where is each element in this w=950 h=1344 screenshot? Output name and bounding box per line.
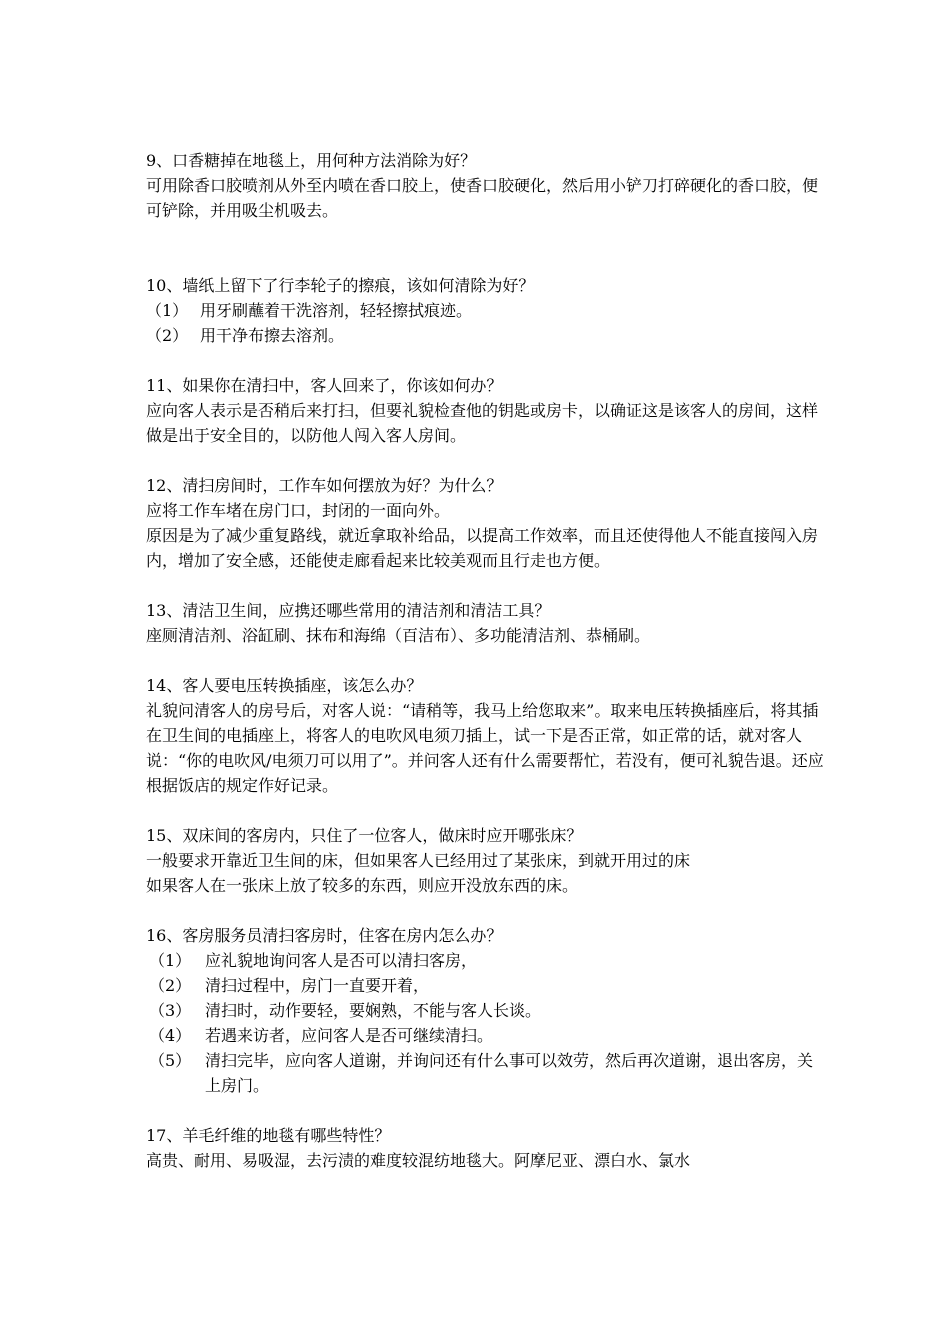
- list-item: [146, 998, 826, 1023]
- list-item: [146, 973, 826, 998]
- list-item-text: 用干净布擦去溶剂。: [200, 326, 345, 345]
- question-heading: 17、羊毛纤维的地毯有哪些特性？: [146, 1126, 391, 1145]
- qa-section-13: [146, 598, 826, 648]
- answer-paragraph: 应将工作车堵在房门口，封闭的一面向外。: [146, 501, 451, 520]
- question-heading: 10、墙纸上留下了行李轮子的擦痕，该如何清除为好？: [146, 276, 535, 295]
- list-item-number: （2）: [146, 326, 189, 345]
- question-heading: 12、清扫房间时，工作车如何摆放为好？为什么？: [146, 476, 503, 495]
- document-page: [146, 148, 826, 1198]
- question-heading: 14、客人要电压转换插座，该怎么办？: [146, 676, 423, 695]
- question-heading: 15、双床间的客房内，只住了一位客人，做床时应开哪张床？: [146, 826, 583, 845]
- list-item-number: （1）: [149, 951, 192, 970]
- answer-paragraph: 如果客人在一张床上放了较多的东西，则应开没放东西的床。: [146, 876, 579, 895]
- list-item-text: 若遇来访者，应问客人是否可继续清扫。: [205, 1026, 494, 1045]
- qa-section-9: [146, 148, 826, 223]
- list-item: [146, 1048, 826, 1098]
- list-item-number: （4）: [149, 1026, 192, 1045]
- list-item: [146, 948, 826, 973]
- qa-section-10: [146, 273, 826, 348]
- answer-paragraph: 礼貌问清客人的房号后，对客人说：“请稍等，我马上给您取来”。取来电压转换插座后，将其插在卫生间的电插座上，将客人的电吹风电须刀插上，试一下是否正常，如正常的话，就对客人说：“你的电吹风/电须刀可以用了”。并问客人还有什么需要帮忙，若没有，便可礼貌告退。还应根据饭店的规定作好记录。: [146, 701, 824, 795]
- answer-paragraph: 应向客人表示是否稍后来打扫，但要礼貌检查他的钥匙或房卡，以确证这是该客人的房间，这样做是出于安全目的，以防他人闯入客人房间。: [146, 401, 819, 445]
- qa-section-12: [146, 473, 826, 573]
- question-heading: 11、如果你在清扫中，客人回来了，你该如何办？: [146, 376, 503, 395]
- list-item-text: 清扫过程中，房门一直要开着，: [205, 976, 430, 995]
- list-item: [146, 298, 826, 323]
- answer-paragraph: 可用除香口胶喷剂从外至内喷在香口胶上，使香口胶硬化，然后用小铲刀打碎硬化的香口胶，便可铲除，并用吸尘机吸去。: [146, 176, 819, 220]
- list-item-text: 用牙刷蘸着干洗溶剂，轻轻擦拭痕迹。: [200, 301, 473, 320]
- list-item: [146, 1023, 826, 1048]
- list-item-number: （5）: [149, 1051, 192, 1070]
- qa-section-17: [146, 1123, 826, 1173]
- question-heading: 13、清洁卫生间，应携还哪些常用的清洁剂和清洁工具？: [146, 601, 551, 620]
- qa-section-14: [146, 673, 826, 798]
- list-item-number: （2）: [149, 976, 192, 995]
- list-item-number: （1）: [146, 301, 189, 320]
- list-item-number: （3）: [149, 1001, 192, 1020]
- answer-paragraph: 高贵、耐用、易吸湿，去污渍的难度较混纺地毯大。阿摩尼亚、漂白水、氯水: [146, 1151, 691, 1170]
- question-heading: 16、客房服务员清扫客房时，住客在房内怎么办？: [146, 926, 503, 945]
- answer-paragraph: 原因是为了减少重复路线，就近拿取补给品，以提高工作效率，而且还使得他人不能直接闯入房内，增加了安全感，还能使走廊看起来比较美观而且行走也方便。: [146, 526, 819, 570]
- question-heading: 9、口香糖掉在地毯上，用何种方法消除为好？: [146, 151, 477, 170]
- qa-section-16: [146, 923, 826, 1098]
- list-item-text: 清扫完毕，应向客人道谢，并询问还有什么事可以效劳，然后再次道谢，退出客房，关上房门。: [205, 1051, 814, 1095]
- list-item: [146, 323, 826, 348]
- list-item-text: 应礼貌地询问客人是否可以清扫客房，: [205, 951, 478, 970]
- list-item-text: 清扫时，动作要轻，要娴熟，不能与客人长谈。: [205, 1001, 542, 1020]
- qa-section-11: [146, 373, 826, 448]
- qa-section-15: [146, 823, 826, 898]
- answer-paragraph: 一般要求开靠近卫生间的床，但如果客人已经用过了某张床，到就开用过的床: [146, 851, 691, 870]
- answer-paragraph: 座厕清洁剂、浴缸刷、抹布和海绵（百洁布）、多功能清洁剂、恭桶刷。: [146, 626, 651, 645]
